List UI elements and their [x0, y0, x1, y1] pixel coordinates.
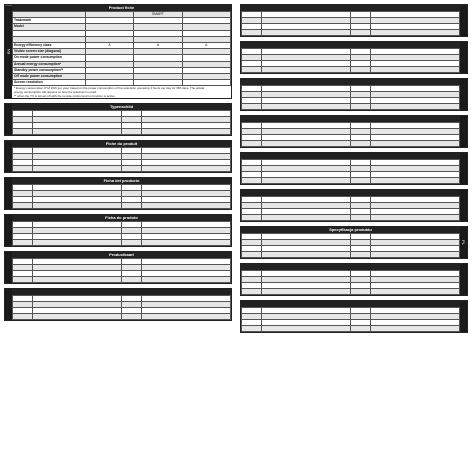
fiche-block-inner	[241, 5, 460, 36]
fiche-block	[240, 263, 468, 296]
fiche-block-inner	[241, 79, 460, 110]
table-cell	[33, 240, 122, 246]
fiche-title: Productkaart	[12, 252, 231, 258]
fiche-table	[241, 122, 460, 147]
fiche-block-inner	[241, 190, 460, 221]
table-cell	[121, 166, 141, 172]
fiche-title: Ficha do produto	[12, 215, 231, 221]
table-cell	[262, 326, 351, 332]
table-cell	[262, 67, 351, 73]
table-cell	[371, 178, 460, 184]
table-cell	[350, 67, 370, 73]
language-tab	[460, 190, 467, 221]
table-cell	[13, 240, 33, 246]
table-cell	[142, 277, 231, 283]
language-tab	[460, 5, 467, 36]
table-cell: Standby power consumption**	[13, 67, 86, 73]
table-cell	[85, 80, 133, 86]
table-cell	[13, 203, 33, 209]
fiche-block	[240, 226, 468, 259]
table-cell	[371, 141, 460, 147]
language-tab	[5, 178, 12, 209]
table-cell	[350, 30, 370, 36]
table-cell: Energy efficiency class	[13, 42, 86, 48]
table-cell	[242, 67, 262, 73]
fiche-table	[241, 48, 460, 73]
table-cell: A	[85, 42, 133, 48]
fiche-block	[240, 115, 468, 148]
table-row	[13, 166, 231, 172]
table-cell: On mode power consumption	[13, 55, 86, 61]
language-tab: EN	[5, 5, 12, 98]
fiche-table	[12, 295, 231, 320]
language-tab	[460, 116, 467, 147]
fiche-table	[12, 258, 231, 283]
right-column	[240, 4, 468, 337]
fiche-title: Fiche du produit	[12, 141, 231, 147]
table-cell	[13, 166, 33, 172]
product-fiche-page	[4, 4, 468, 468]
fiche-title: Product fiche	[12, 5, 231, 11]
table-cell	[182, 80, 230, 86]
table-cell: A	[134, 42, 182, 48]
table-cell	[33, 314, 122, 320]
table-cell	[33, 166, 122, 172]
fiche-block	[4, 214, 232, 247]
fiche-title: Ficha del producto	[12, 178, 231, 184]
table-cell	[242, 104, 262, 110]
fiche-table	[241, 307, 460, 332]
fiche-table	[12, 110, 231, 135]
language-tab	[5, 289, 12, 320]
table-header-cell: SMART	[134, 12, 182, 18]
fiche-block	[240, 4, 468, 37]
language-tab	[5, 104, 12, 135]
table-cell: Trademark	[13, 18, 86, 24]
table-cell	[350, 289, 370, 295]
table-cell	[142, 129, 231, 135]
fiche-block	[240, 189, 468, 222]
fiche-block-inner	[241, 116, 460, 147]
table-cell	[350, 141, 370, 147]
table-cell	[350, 104, 370, 110]
footnote: * Energy consumption XYZ kWh per year, based on the power consumption of the television operating 4 hours per day for 365 days. The actual	[14, 86, 205, 91]
table-cell	[371, 326, 460, 332]
fiche-block-inner	[241, 42, 460, 73]
table-cell	[262, 30, 351, 36]
table-cell: Annual energy consumption*	[13, 61, 86, 67]
table-row	[242, 141, 460, 147]
fiche-block	[240, 152, 468, 185]
table-cell	[350, 178, 370, 184]
table-cell	[142, 166, 231, 172]
table-cell	[262, 104, 351, 110]
table-cell	[371, 67, 460, 73]
fiche-block-inner	[241, 227, 460, 258]
language-tab	[5, 141, 12, 172]
fiche-table	[12, 147, 231, 172]
table-cell	[371, 252, 460, 258]
table-cell	[242, 215, 262, 221]
table-row	[242, 178, 460, 184]
fiche-block-inner	[241, 264, 460, 295]
fiche-block-inner	[241, 301, 460, 332]
table-cell	[121, 314, 141, 320]
fiche-table	[241, 11, 460, 36]
language-tab	[5, 252, 12, 283]
table-row	[242, 104, 460, 110]
fiche-table	[241, 159, 460, 184]
table-cell	[142, 314, 231, 320]
language-tab: PL	[460, 227, 467, 258]
table-cell	[350, 215, 370, 221]
table-row	[13, 240, 231, 246]
table-cell	[242, 141, 262, 147]
fiche-block	[4, 140, 232, 173]
table-cell	[121, 203, 141, 209]
fiche-block-inner	[12, 215, 231, 246]
language-tab	[460, 264, 467, 295]
table-row	[13, 314, 231, 320]
table-cell	[33, 277, 122, 283]
table-cell	[242, 289, 262, 295]
table-row	[13, 277, 231, 283]
table-cell	[371, 104, 460, 110]
fiche-block	[4, 177, 232, 210]
fiche-table	[12, 184, 231, 209]
table-cell	[262, 141, 351, 147]
table-cell	[350, 252, 370, 258]
table-cell	[134, 80, 182, 86]
fiche-block	[240, 41, 468, 74]
fiche-block-inner	[12, 178, 231, 209]
table-cell: Visible screen size (diagonal)	[13, 49, 86, 55]
fiche-block-inner	[12, 289, 231, 320]
table-cell	[121, 129, 141, 135]
table-cell	[262, 215, 351, 221]
table-row	[13, 203, 231, 209]
language-tab	[5, 215, 12, 246]
table-cell	[242, 178, 262, 184]
table-cell	[242, 252, 262, 258]
fiche-block	[4, 251, 232, 284]
fiche-block-inner	[12, 252, 231, 283]
table-cell: A	[182, 42, 230, 48]
table-cell	[262, 252, 351, 258]
table-cell	[242, 326, 262, 332]
table-cell	[13, 314, 33, 320]
fiche-table	[241, 85, 460, 110]
table-cell	[13, 277, 33, 283]
language-tab	[460, 42, 467, 73]
table-cell	[371, 289, 460, 295]
footnote: ** when the TV is turned off with the remote control and no function is active	[14, 94, 115, 99]
footnote: energy consumption will depend on how the television is used.	[14, 90, 97, 95]
fiche-table	[241, 233, 460, 258]
fiche-table	[241, 196, 460, 221]
fiche-title: Specyfikacja produktu	[241, 227, 460, 233]
fiche-table	[12, 11, 231, 86]
table-row	[242, 215, 460, 221]
fiche-block-inner	[12, 104, 231, 135]
table-cell	[350, 326, 370, 332]
table-cell	[121, 277, 141, 283]
table-cell: Model	[13, 24, 86, 30]
table-cell	[121, 240, 141, 246]
fiche-block	[4, 288, 232, 321]
table-cell: Off mode power consumption	[13, 73, 86, 79]
fiche-block-inner	[12, 5, 231, 98]
table-cell	[262, 178, 351, 184]
language-tab	[460, 153, 467, 184]
table-cell	[142, 203, 231, 209]
table-row	[242, 326, 460, 332]
table-row	[242, 67, 460, 73]
table-row	[242, 252, 460, 258]
table-cell: Screen resolution	[13, 80, 86, 86]
fiche-table	[12, 221, 231, 246]
table-cell	[371, 30, 460, 36]
table-cell	[262, 289, 351, 295]
fiche-block	[4, 103, 232, 136]
table-cell	[142, 240, 231, 246]
table-cell	[13, 129, 33, 135]
fiche-block	[4, 4, 232, 99]
table-row	[13, 80, 231, 86]
fiche-block-inner	[241, 153, 460, 184]
fiche-block	[240, 78, 468, 111]
language-tab	[460, 301, 467, 332]
left-column	[4, 4, 232, 325]
table-cell	[33, 129, 122, 135]
table-row	[242, 289, 460, 295]
table-cell	[371, 215, 460, 221]
fiche-table	[241, 270, 460, 295]
fiche-block-inner	[12, 141, 231, 172]
fiche-title: Typenschild	[12, 104, 231, 110]
table-row	[13, 129, 231, 135]
table-row	[242, 30, 460, 36]
fiche-block	[240, 300, 468, 333]
table-cell	[33, 203, 122, 209]
language-tab	[460, 79, 467, 110]
table-cell	[242, 30, 262, 36]
